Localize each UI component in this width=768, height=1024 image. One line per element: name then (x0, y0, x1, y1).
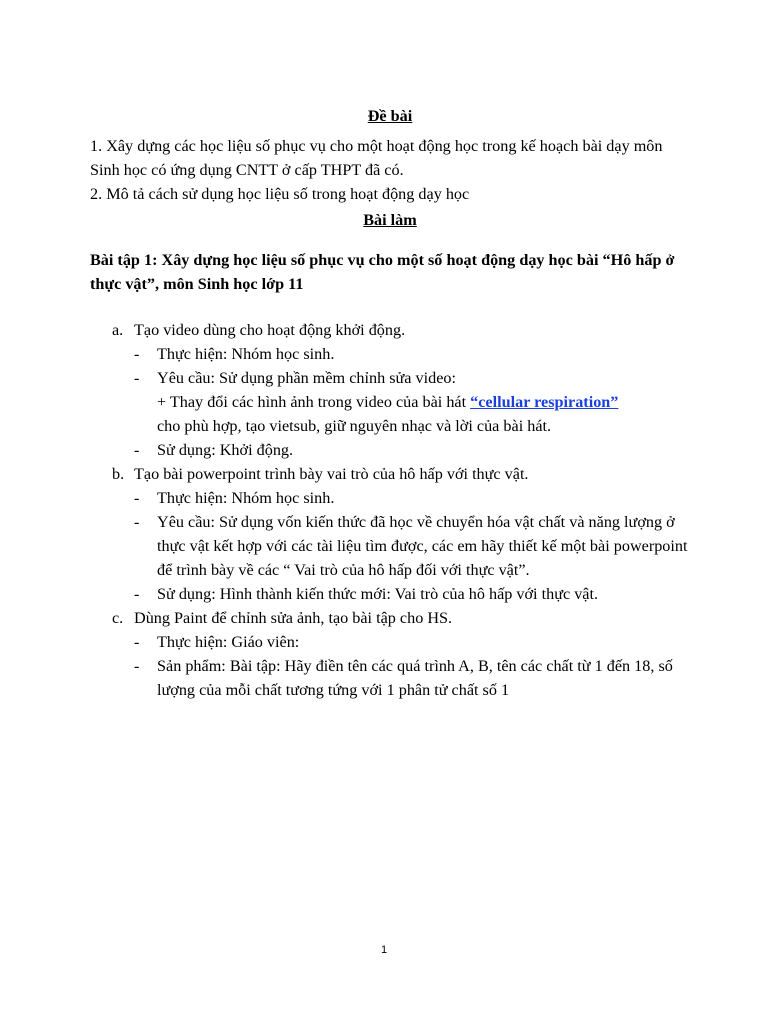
subitem-text: Sử dụng: Khởi động. (157, 441, 294, 459)
assignment-title: Đề bài (367, 107, 413, 125)
answer-title: Bài làm (363, 211, 417, 229)
subitem-text: Sử dụng: Hình thành kiến thức mới: Vai trò của hô hấp với thực vật. (157, 585, 599, 603)
dash-bullet: - (134, 369, 140, 387)
page-number: 1 (380, 944, 388, 956)
subitem-text: Yêu cầu: Sử dụng vốn kiến thức đã học về chuyển hóa vật chất và năng lượng ở thực vật kết hợp với các tài liệu tìm được, các em hãy thiết kế một bài powerpoint để trình bày về các “ Vai trò của hô hấp đối với thực vật”. (157, 513, 688, 579)
list-item-b-subitems (112, 486, 690, 606)
question-1: 1. Xây dựng các học liệu số phục vụ cho một hoạt động học trong kế hoạch bài dạy môn Sinh học có ứng dụng CNTT ở cấp THPT đã có. (90, 137, 663, 179)
subitem (134, 366, 690, 438)
subitem-plus-suffix: cho phù hợp, tạo vietsub, giữ nguyên nhạc và lời của bài hát. (157, 417, 552, 435)
exercise-1-list (90, 318, 690, 702)
cellular-respiration-link[interactable]: “cellular respiration” (470, 393, 619, 411)
dash-bullet: - (134, 633, 140, 651)
list-item-a (112, 318, 690, 342)
document-page (90, 100, 690, 702)
subitem-text: Thực hiện: Nhóm học sinh. (157, 345, 335, 363)
subitem (134, 510, 690, 582)
list-item-c (112, 606, 690, 630)
list-item-label: a. (112, 321, 124, 339)
dash-bullet: - (134, 657, 140, 675)
dash-bullet: - (134, 441, 140, 459)
list-item-b (112, 462, 690, 486)
subitem-text: Yêu cầu: Sử dụng phần mềm chỉnh sửa video: (157, 369, 456, 387)
subitem-text: Sản phẩm: Bài tập: Hãy điền tên các quá trình A, B, tên các chất từ 1 đến 18, số lượng của mỗi chất tương tứng với 1 phân tử chất số 1 (157, 657, 673, 699)
subitem-text: Thực hiện: Giáo viên: (157, 633, 300, 651)
list-item-label: c. (112, 609, 124, 627)
dash-bullet: - (134, 513, 140, 531)
list-item-c-subitems (112, 630, 690, 702)
subitem (134, 654, 690, 702)
subitem (134, 342, 690, 366)
list-item-text: Dùng Paint để chỉnh sửa ảnh, tạo bài tập cho HS. (134, 609, 453, 627)
subitem (134, 630, 690, 654)
question-2: 2. Mô tả cách sử dụng học liệu số trong hoạt động dạy học (90, 185, 470, 203)
dash-bullet: - (134, 585, 140, 603)
dash-bullet: - (134, 489, 140, 507)
list-item-text: Tạo bài powerpoint trình bày vai trò của hô hấp với thực vật. (134, 465, 529, 483)
subitem-text: Thực hiện: Nhóm học sinh. (157, 489, 335, 507)
list-item-label: b. (112, 465, 125, 483)
dash-bullet: - (134, 345, 140, 363)
subitem (134, 438, 690, 462)
subitem (134, 582, 690, 606)
subitem-plus-prefix: + Thay đổi các hình ảnh trong video của bài hát (157, 393, 471, 411)
list-item-a-subitems (112, 342, 690, 462)
exercise-1-heading: Bài tập 1: Xây dựng học liệu số phục vụ cho một số hoạt động dạy học bài “Hô hấp ở thực vật”, môn Sinh học lớp 11 (90, 251, 675, 293)
list-item-text: Tạo video dùng cho hoạt động khởi động. (134, 321, 406, 339)
subitem (134, 486, 690, 510)
